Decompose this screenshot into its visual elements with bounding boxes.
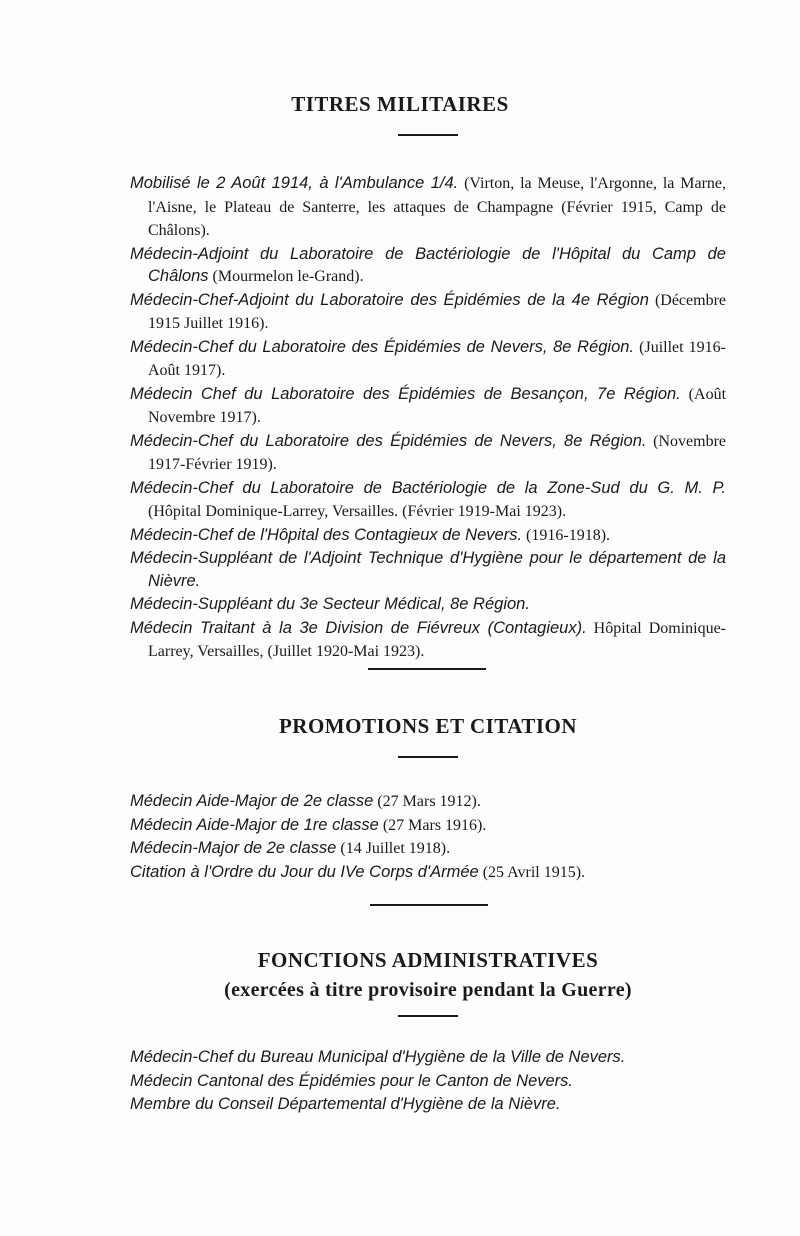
divider xyxy=(370,904,488,906)
divider xyxy=(398,756,458,758)
list-item: Médecin-Chef du Laboratoire de Bactériologie de la Zone-Sud du G. M. P. (Hôpital Dominique-Larrey, Versailles. (Février 1919-Mai 1923). xyxy=(130,478,726,520)
list-item: Médecin-Major de 2e classe (14 Juillet 1918). xyxy=(130,839,451,857)
list-item: Membre du Conseil Départemental d'Hygiène de la Nièvre. xyxy=(130,1095,561,1113)
list-item: Médecin-Chef de l'Hôpital des Contagieux de Nevers. (1916-1918). xyxy=(130,525,611,544)
titres-list xyxy=(130,172,726,664)
list-item: Médecin Cantonal des Épidémies pour le Canton de Nevers. xyxy=(130,1071,574,1090)
list-item: Médecin-Chef du Bureau Municipal d'Hygiène de la Ville de Nevers. xyxy=(130,1048,626,1066)
list-item: Médecin-Adjoint du Laboratoire de Bactériologie de l'Hôpital du Camp de Châlons (Mourmelon le-Grand). xyxy=(130,244,726,285)
list-item: Médecin Traitant à la 3e Division de Fiévreux (Contagieux). Hôpital Dominique-Larrey, Versailles, (Juillet 1920-Mai 1923). xyxy=(130,618,727,660)
promotions-list xyxy=(130,790,726,884)
divider xyxy=(398,1015,458,1017)
section-subheading-fonctions: (exercées à titre provisoire pendant la Guerre) xyxy=(224,979,632,1001)
list-item: Médecin Aide-Major de 1re classe (27 Mars 1916). xyxy=(130,815,487,834)
list-item: Médecin-Chef du Laboratoire des Épidémies de Nevers, 8e Région. (Novembre 1917-Février 1919). xyxy=(130,431,726,473)
section-heading-fonctions: FONCTIONS ADMINISTRATIVES xyxy=(257,948,599,972)
list-item: Médecin Aide-Major de 2e classe (27 Mars 1912). xyxy=(130,792,481,810)
section-heading-titres: TITRES MILITAIRES xyxy=(291,92,509,116)
divider xyxy=(368,668,486,670)
section-heading-promotions: PROMOTIONS ET CITATION xyxy=(278,714,578,738)
list-item: Médecin Chef du Laboratoire des Épidémies de Besançon, 7e Région. (Août Novembre 1917). xyxy=(130,384,727,426)
list-item: Médecin-Chef du Laboratoire des Épidémies de Nevers, 8e Région. (Juillet 1916-Août 1917). xyxy=(130,337,726,379)
list-item: Médecin-Chef-Adjoint du Laboratoire des Épidémies de la 4e Région (Décembre 1915 Juillet 1916). xyxy=(130,290,727,332)
divider xyxy=(398,134,458,136)
list-item: Médecin-Suppléant du 3e Secteur Médical, 8e Région. xyxy=(130,595,530,613)
list-item: Citation à l'Ordre du Jour du IVe Corps d'Armée (25 Avril 1915). xyxy=(130,862,586,881)
fonctions-list xyxy=(130,1046,726,1117)
list-item: Mobilisé le 2 Août 1914, à l'Ambulance 1/4. (Virton, la Meuse, l'Argonne, la Marne, l'Aisne, le Plateau de Santerre, les attaques de Champagne (Février 1915, Camp de Châlons). xyxy=(130,174,726,239)
list-item: Médecin-Suppléant de l'Adjoint Technique d'Hygiène pour le département de la Nièvre. xyxy=(130,549,726,590)
